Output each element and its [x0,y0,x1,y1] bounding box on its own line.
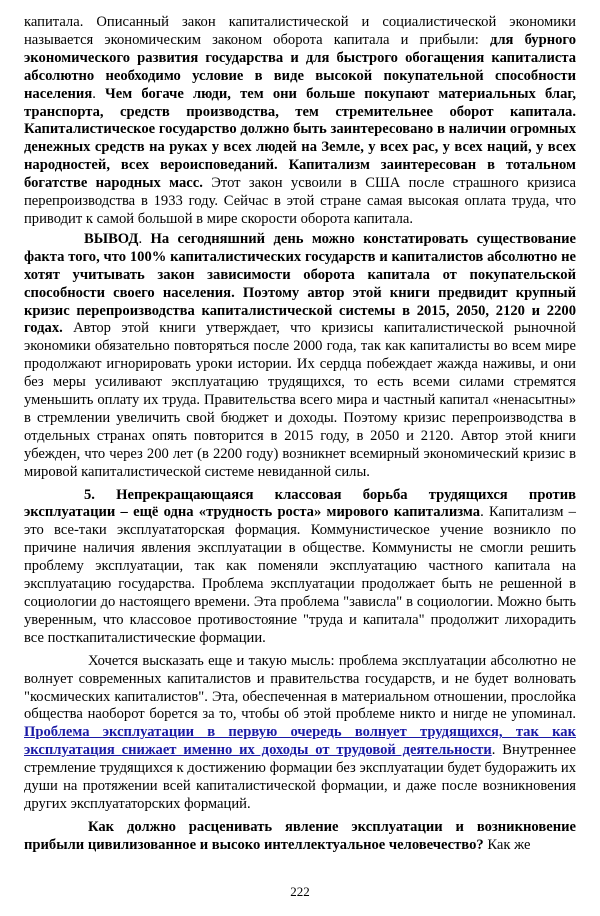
text-run: . [92,85,106,102]
text-run: капитала. Описанный закон капиталистической и социалистической экономики называется экономическим законом оборота капитала и прибыли: [24,14,576,48]
page-number: 222 [290,884,310,899]
paragraph-question [24,819,576,855]
text-run: . Внутреннее стремление трудящихся к достижению формации без эксплуатации будет будоражить их души на протяжении всей капиталистической формации, и даже после возникновения других эксплуататорских формаций. [24,742,576,812]
text-run: Как же [483,836,531,853]
text-run: . Капитализм – это все-таки эксплуататорская формация. Коммунистическое учение возникло по причине наличия явления эксплуатации в обществе. Коммунисты не смогли решить проблему эксплуатации, так как поменяли эксплуатацию частного капитала на эксплуатацию государства. Проблема эксплуатации продолжает быть не решенной в социологии до настоящего времени. Эта проблема "зависла" в социологии. Можно быть уверенным, что классовое противостояние "труда и капитала" продолжит лихорадить все посткапиталистические формации. [24,504,576,646]
bold-run: Чем богаче люди, тем они больше покупают материальных благ, транспорта, средств производства, тем стремительнее оборот капитала. Капиталистическое государство должно быть заинтересовано в наличии огромных денежных средств на руках у всех людей на Земле, у всех рас, у всех наций, у всех народностей, всех вероисповеданий. Капитализм заинтересован в тотальном богатстве народных масс. [24,85,577,192]
bold-run: Как должно расценивать явление эксплуатации и возникновение прибыли цивилизованное и высоко интеллектуальное человечество? [24,818,576,853]
bold-run: На сегодняшний день можно констатировать существование факта того, что 100% капиталистических государств и капиталистов абсолютно не хотят учитывать закон зависимости оборота капитала от покупательской способности своего населения. Поэтому автор этой книги предвидит крупный кризис перепроизводства капиталистической системы в 2015, 2050, 2120 и 2200 годах. [24,230,576,337]
text-run: Этот закон усвоили в США после страшного кризиса перепроизводства в 1933 году. Сейчас в этой стране самая высокая оплата труда, что приводит к самой большой в мире скорости оборота капитала. [24,175,576,227]
paragraph-exploitation-thought [24,653,576,814]
bold-run: 5. Непрекращающаяся классовая борьба трудящихся против эксплуатации – ещё одна «трудность роста» мирового капитализма [24,486,576,521]
text-run: Автор этой книги утверждает, что кризисы капиталистической рыночной экономики обязательно повторяться после 2000 года, так как капиталисты во всем мире продолжают игнорировать уроки истории. Их сердца побеждает жажда наживы, и они без меры усиливают эксплуатацию трудящихся, то есть всеми силами стремятся уменьшить оплату их труда. Правительства всего мира и частный капитал «ненасытны» в стремлении увеличить свой бюджет и доходы. Поэтому кризис перепроизводства в отдельных странах опять повторится в 2015 году, в 2050 и 2120. Автор этой книги убежден, что через 200 лет (в 2200 году) возникнет всемирный экономический кризис в мировой капиталистической системе невиданной силы. [24,320,576,480]
text-run: . [138,230,151,247]
text-run: Хочется высказать еще и такую мысль: проблема эксплуатации абсолютно не волнует современных капиталистов и правительства государств, и не будет волновать "космических капиталистов". Эта, обеспеченная в материальном отношении, прослойка общества наоборот борется за то, чтобы об этой проблеме никто и нигде не упоминал. [24,652,576,723]
paragraph-class-struggle-heading [24,487,576,648]
paragraph-conclusion [24,231,576,482]
paragraph-capital-turnover-law [24,14,576,229]
bold-run: ВЫВОД [84,230,139,247]
bold-run: для бурного экономического развития государства и для быстрого обогащения капиталиста абсолютно необходимо условие в виде высокой покупательной способности населения [24,31,576,102]
highlighted-run: Проблема эксплуатации в первую очередь волнует трудящихся, так как эксплуатация снижает именно их доходы от трудовой деятельности [24,724,576,759]
